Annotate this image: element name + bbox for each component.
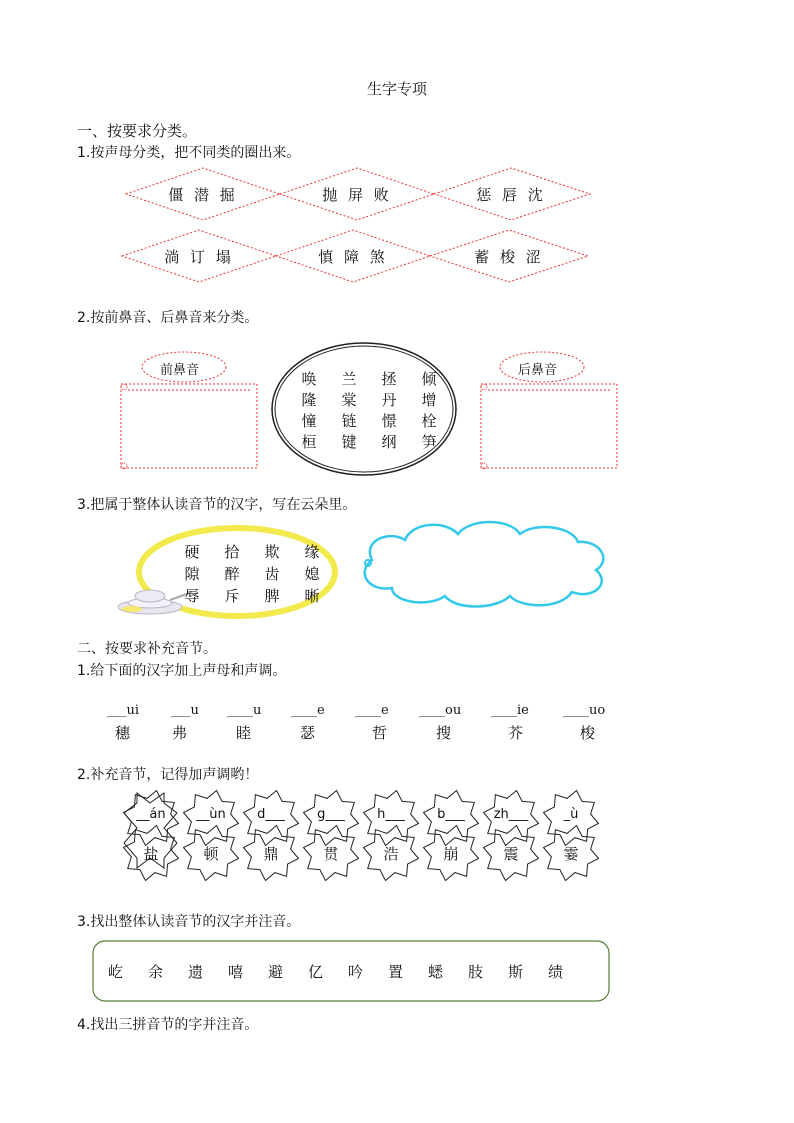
page-title: 生字专项 xyxy=(366,80,427,98)
star-char: 崩 xyxy=(443,845,459,863)
char: 倾 xyxy=(421,370,437,388)
char: 醉 xyxy=(224,565,240,583)
hanzi: 哲 xyxy=(372,724,388,742)
char: 屹 xyxy=(108,963,124,981)
diamond-text-2: 抛 屏 败 xyxy=(322,186,392,204)
star-syllable: g___ xyxy=(317,807,345,822)
star-syllable: zh___ xyxy=(493,807,529,822)
char: 蟋 xyxy=(428,963,444,981)
star-syllable: __ùn xyxy=(196,807,226,822)
star-char: 鼎 xyxy=(263,845,279,863)
char: 憧 xyxy=(301,412,317,430)
star-char: 浩 xyxy=(383,845,399,863)
char: 肢 xyxy=(468,963,484,981)
diamond-text-1: 僵 潜 掘 xyxy=(168,186,238,204)
hanzi: 梭 xyxy=(580,724,596,742)
syllable: ____uo xyxy=(563,703,606,718)
hanzi: 穗 xyxy=(115,724,131,742)
syllable: ___u xyxy=(171,703,199,718)
syllable: ____u xyxy=(227,703,262,718)
star-char: 贯 xyxy=(323,845,339,863)
char: 晰 xyxy=(304,587,320,605)
char: 余 xyxy=(148,963,164,981)
char: 丹 xyxy=(381,391,397,409)
diamond-text-3: 惩 唇 沈 xyxy=(476,186,546,204)
diamond-text-4: 淌 订 塌 xyxy=(164,248,234,266)
syllable: ____e xyxy=(355,703,389,718)
star-syllable: _ù xyxy=(563,807,579,822)
star-char: 霎 xyxy=(563,845,579,863)
q3-label: 3.把属于整体认读音节的汉字，写在云朵里。 xyxy=(77,497,357,513)
char: 嘻 xyxy=(228,963,244,981)
char: 拾 xyxy=(224,543,240,561)
char: 斥 xyxy=(224,587,240,605)
syllable: ___ui xyxy=(107,703,140,718)
char: 遗 xyxy=(188,963,204,981)
star-syllable: b___ xyxy=(437,807,465,822)
char: 兰 xyxy=(341,370,357,388)
hanzi: 芥 xyxy=(508,724,524,742)
char: 脾 xyxy=(264,587,280,605)
s2-q4-label: 4.找出三拼音节的字并注音。 xyxy=(77,1017,259,1033)
hanzi: 瑟 xyxy=(300,724,316,742)
char: 棠 xyxy=(341,391,357,409)
char: 隙 xyxy=(184,565,200,583)
hanzi: 搜 xyxy=(436,724,452,742)
char: 增 xyxy=(421,391,437,409)
char: 齿 xyxy=(264,565,280,583)
char: 置 xyxy=(388,963,404,981)
star-syllable: __án xyxy=(136,807,166,822)
char: 憬 xyxy=(381,412,397,430)
hanzi: 弗 xyxy=(172,724,188,742)
char: 避 xyxy=(268,963,284,981)
box-char-row xyxy=(108,961,588,982)
q2-label: 2.按前鼻音、后鼻音来分类。 xyxy=(77,310,259,326)
s2-q1-label: 1.给下面的汉字加上声母和声调。 xyxy=(77,663,287,679)
char: 辱 xyxy=(184,587,200,605)
star-char: 顿 xyxy=(203,845,219,863)
char: 唤 xyxy=(301,370,317,388)
char: 亿 xyxy=(308,963,324,981)
char: 键 xyxy=(341,433,357,451)
star-char: 震 xyxy=(503,845,519,863)
s2-q2-label: 2.补充音节，记得加声调哟！ xyxy=(77,767,259,783)
s2-q3-label: 3.找出整体认读音节的汉字并注音。 xyxy=(77,914,301,930)
char: 缘 xyxy=(304,543,320,561)
front-nasal-label: 前鼻音 xyxy=(160,363,200,378)
char: 链 xyxy=(341,412,357,430)
char: 斯 xyxy=(508,963,524,981)
syllable: ____ie xyxy=(491,703,529,718)
char: 吟 xyxy=(348,963,364,981)
section2-heading: 二、按要求补充音节。 xyxy=(77,641,217,657)
char: 纲 xyxy=(381,433,397,451)
char: 拯 xyxy=(381,370,397,388)
char: 硬 xyxy=(184,543,200,561)
char: 媳 xyxy=(304,565,320,583)
char: 欺 xyxy=(264,543,280,561)
syllable: ____e xyxy=(291,703,325,718)
hanzi: 睦 xyxy=(236,724,252,742)
diamond-text-5: 慎 障 煞 xyxy=(318,248,388,266)
char: 隆 xyxy=(301,391,317,409)
section1-heading: 一、按要求分类。 xyxy=(77,122,198,140)
q1-label: 1.按声母分类，把不同类的圈出来。 xyxy=(77,145,301,161)
star-syllable: h___ xyxy=(377,807,405,822)
char: 绩 xyxy=(548,963,564,981)
star-syllable: d___ xyxy=(257,807,285,822)
star-char: 盐 xyxy=(143,845,159,863)
syllable: ____ou xyxy=(419,703,462,718)
back-nasal-label: 后鼻音 xyxy=(518,363,558,378)
char: 栓 xyxy=(421,412,437,430)
char: 桓 xyxy=(301,433,317,451)
char: 笋 xyxy=(421,433,437,451)
diamond-text-6: 蓄 梭 涩 xyxy=(474,248,544,266)
